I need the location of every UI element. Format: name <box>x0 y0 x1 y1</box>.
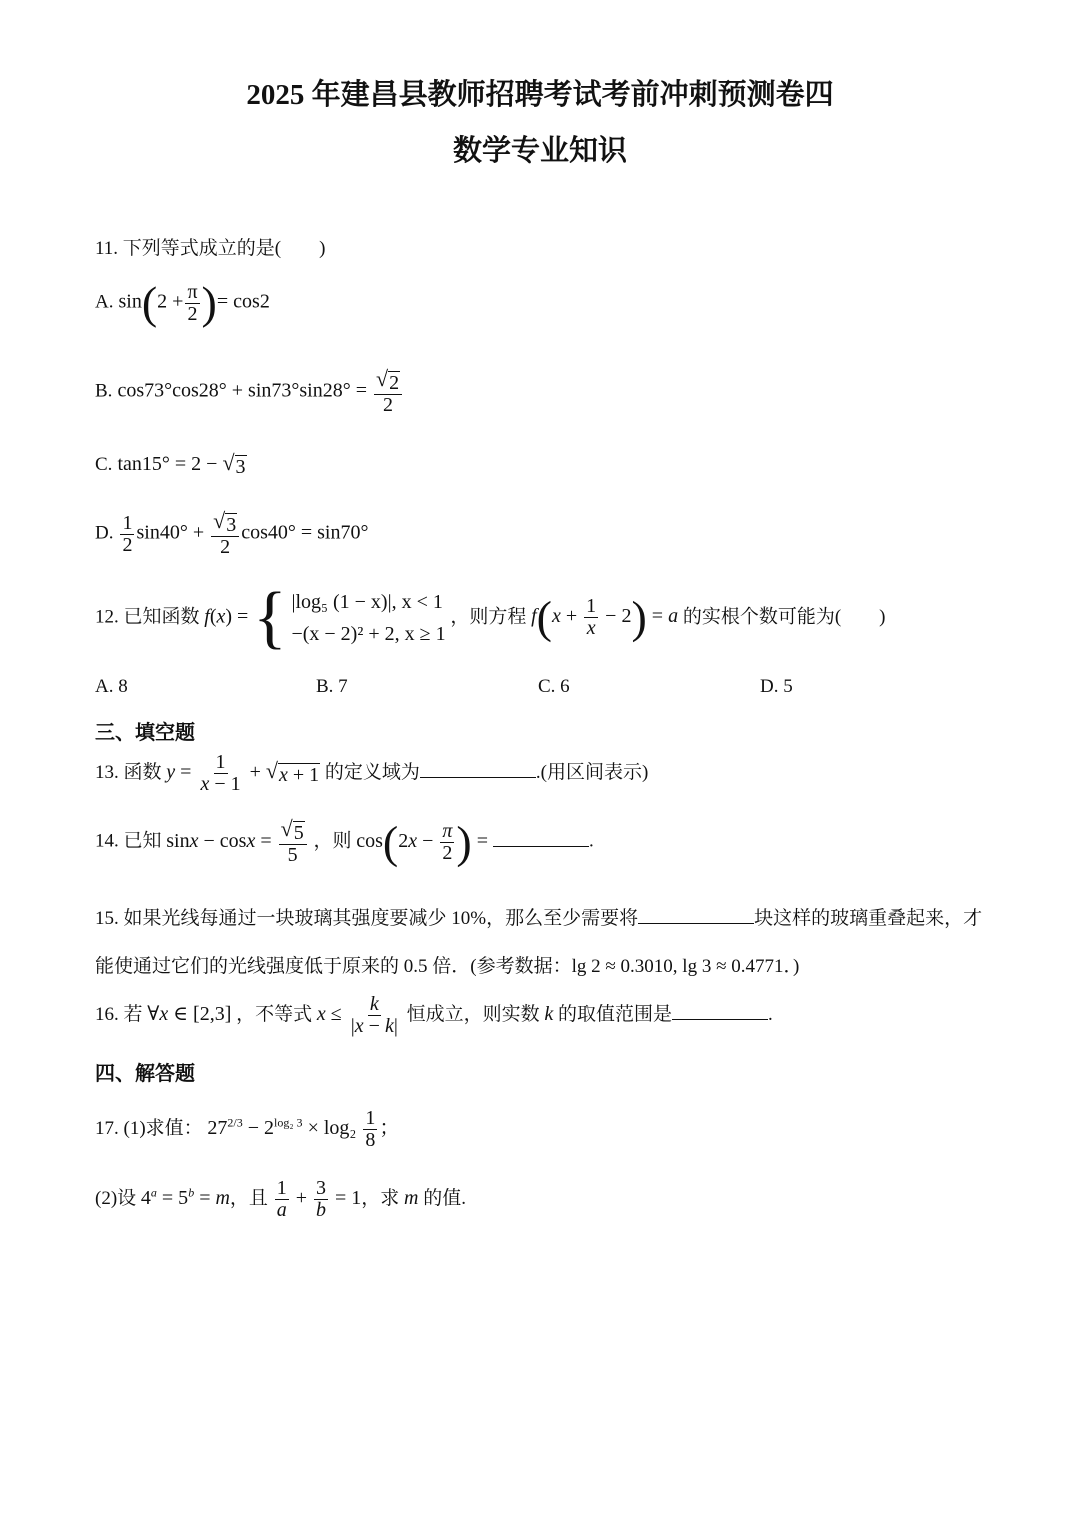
q17-part2: (2)设 $4^a = 5^b = m$，且 $\frac{1}{a}$ + $\frac{3}{b}$ = 1，求 m 的值. <box>95 1177 466 1221</box>
q16: 16. 若 ∀x ∈ [2,3] ，不等式 x ≤ $\frac{k}{|x - k|}$ 恒成立，则实数 k 的取值范围是 . <box>95 993 773 1037</box>
section-fill-in: 三、填空题 <box>95 720 195 744</box>
q15-line2: 能使通过它们的光线强度低于原来的 0.5 倍．(参考数据：lg 2 ≈ 0.3010, lg 3 ≈ 0.4771．) <box>95 956 800 977</box>
q12-option-d: D. 5 <box>760 676 793 697</box>
q11-option-d: D. $\frac{1}{2}$ sin40° + √ 3 2 cos40° = sin70° <box>95 508 369 558</box>
q11-option-b: B. cos73°cos28° + sin73°sin28° = √ 2 2 <box>95 368 404 416</box>
q12-option-c: C. 6 <box>538 676 570 697</box>
q11-option-c: C. tan15° = 2 − √ 3 <box>95 450 246 478</box>
q17-part1: 17. (1)求值： $27^{2/3} - 2^{log_2 3} \times \log_2$ $\frac{1}{8}$ ； <box>95 1107 400 1151</box>
q15-line1: 15. 如果光线每通过一块玻璃其强度要减少 10%，那么至少需要将 块这样的玻璃重叠起来，才 <box>95 908 983 929</box>
q12-option-a: A. 8 <box>95 676 128 697</box>
q11-option-a: A. sin(2 + $\frac{\pi}{2}$ )= cos2 <box>95 277 270 328</box>
q13: 13. 函数 y = $\frac{1}{x - 1}$ + √ x + 1 的定义域为 .(用区间表示) <box>95 751 649 795</box>
page-title: 2025 年建昌县教师招聘考试考前冲刺预测卷四 <box>246 79 834 111</box>
q11-stem: 11. 下列等式成立的是( ) <box>95 238 326 259</box>
q12-stem: 12. 已知函数 f(x) = { |log₅ (1 − x)|, x < 1 −(x − 2)² + 2, x ≥ 1 ，则方程 f(x + $\frac{1}{x}$ − 2) = a 的实根个数可能为( ) <box>95 579 886 656</box>
q14: 14. 已知 sinx − cosx = √ 5 5 ，则 cos(2x − $\frac{\pi}{2}$ ) = . <box>95 816 594 867</box>
page-subtitle: 数学专业知识 <box>452 135 627 167</box>
q12-option-b: B. 7 <box>316 676 348 697</box>
section-answer: 四、解答题 <box>95 1061 195 1085</box>
